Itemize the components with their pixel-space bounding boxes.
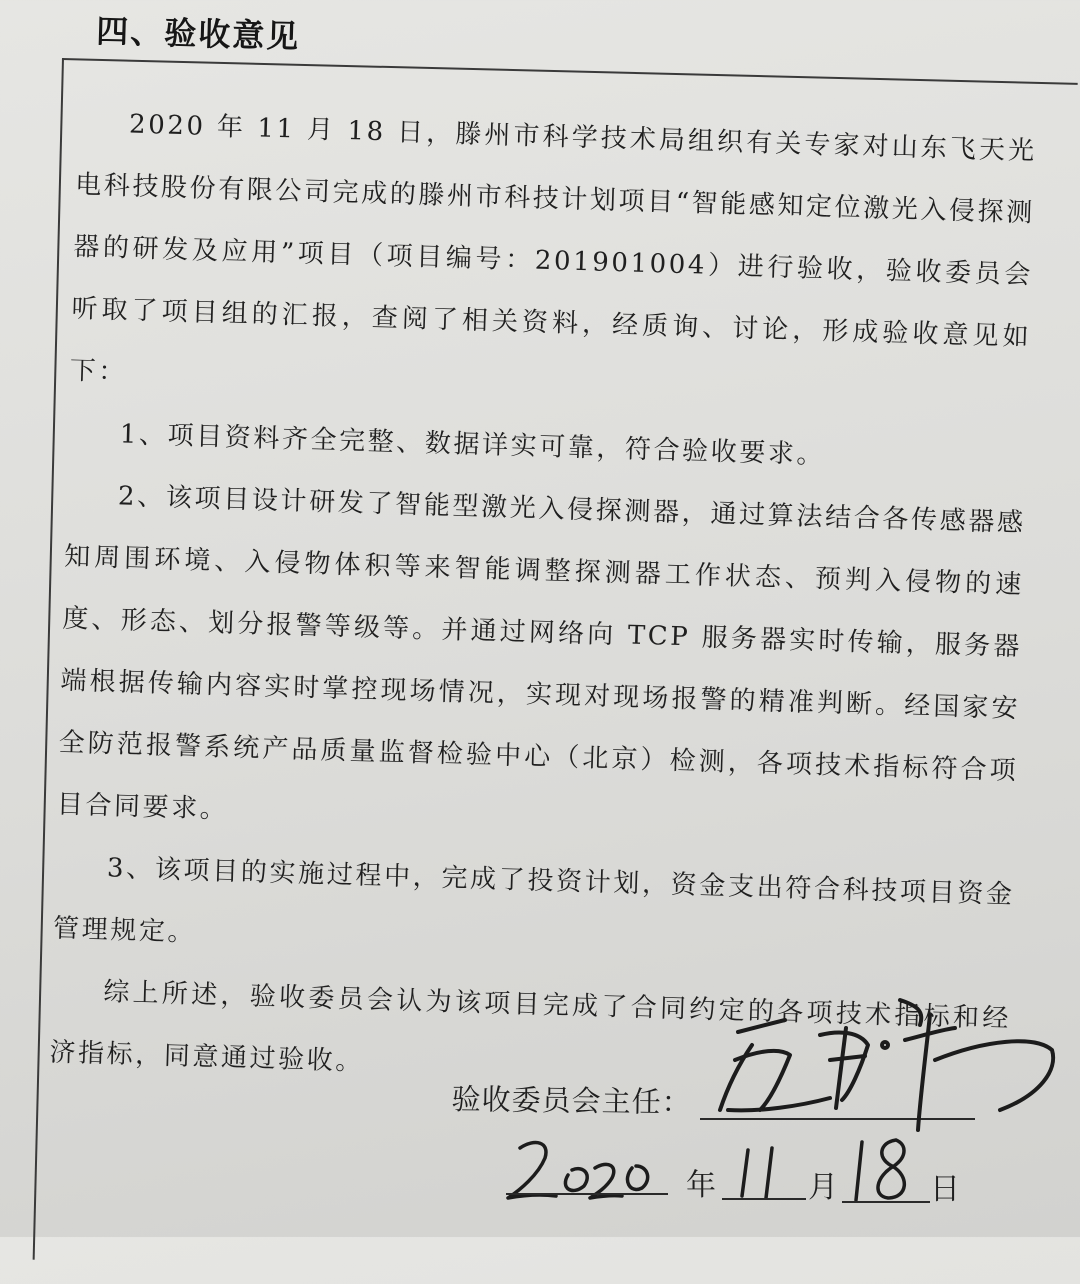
month-label: 月: [808, 1170, 838, 1205]
section-title: 四、验收意见: [95, 11, 301, 56]
conclusion-paragraph: 综上所述，验收委员会认为该项目完成了合同约定的各项技术指标和经济指标，同意通过验收。: [49, 977, 1012, 1077]
committee-chair-label: 验收委员会主任：: [451, 1081, 692, 1120]
day-label: 日: [930, 1172, 960, 1207]
year-underline: [506, 1193, 668, 1195]
opinion-item-1: 1、项目资料齐全完整、数据详实可靠，符合验收要求。: [119, 419, 826, 471]
day-underline: [842, 1201, 930, 1203]
month-underline: [722, 1198, 806, 1200]
opinion-item-2: 2、该项目设计研发了智能型激光入侵探测器，通过算法结合各传感器感知周围环境、入侵物体积等来智能调整探测器工作状态、预判入侵物的速度、形态、划分报警等级等。并通过网络向 TCP 服务器实时传输，服务器端根据传输内容实时掌控现场情况，实现对现场报警的精准判断。经国家安全防范报警系统产品质量监督检验中心（北京）检测，各项技术指标符合项目合同要求。: [56, 481, 1027, 825]
year-label: 年: [686, 1168, 716, 1203]
opinion-item-3: 3、该项目的实施过程中，完成了投资计划，资金支出符合科技项目资金管理规定。: [52, 853, 1016, 948]
intro-paragraph: 2020 年 11 月 18 日，滕州市科学技术局组织有关专家对山东飞天光电科技股份有限公司完成的滕州市科技计划项目“智能感知定位激光入侵探测器的研发及应用”项目（项目编号：201901004）进行验收，验收委员会听取了项目组的汇报，查阅了相关资料，经质询、讨论，形成验收意见如下：: [69, 109, 1038, 388]
